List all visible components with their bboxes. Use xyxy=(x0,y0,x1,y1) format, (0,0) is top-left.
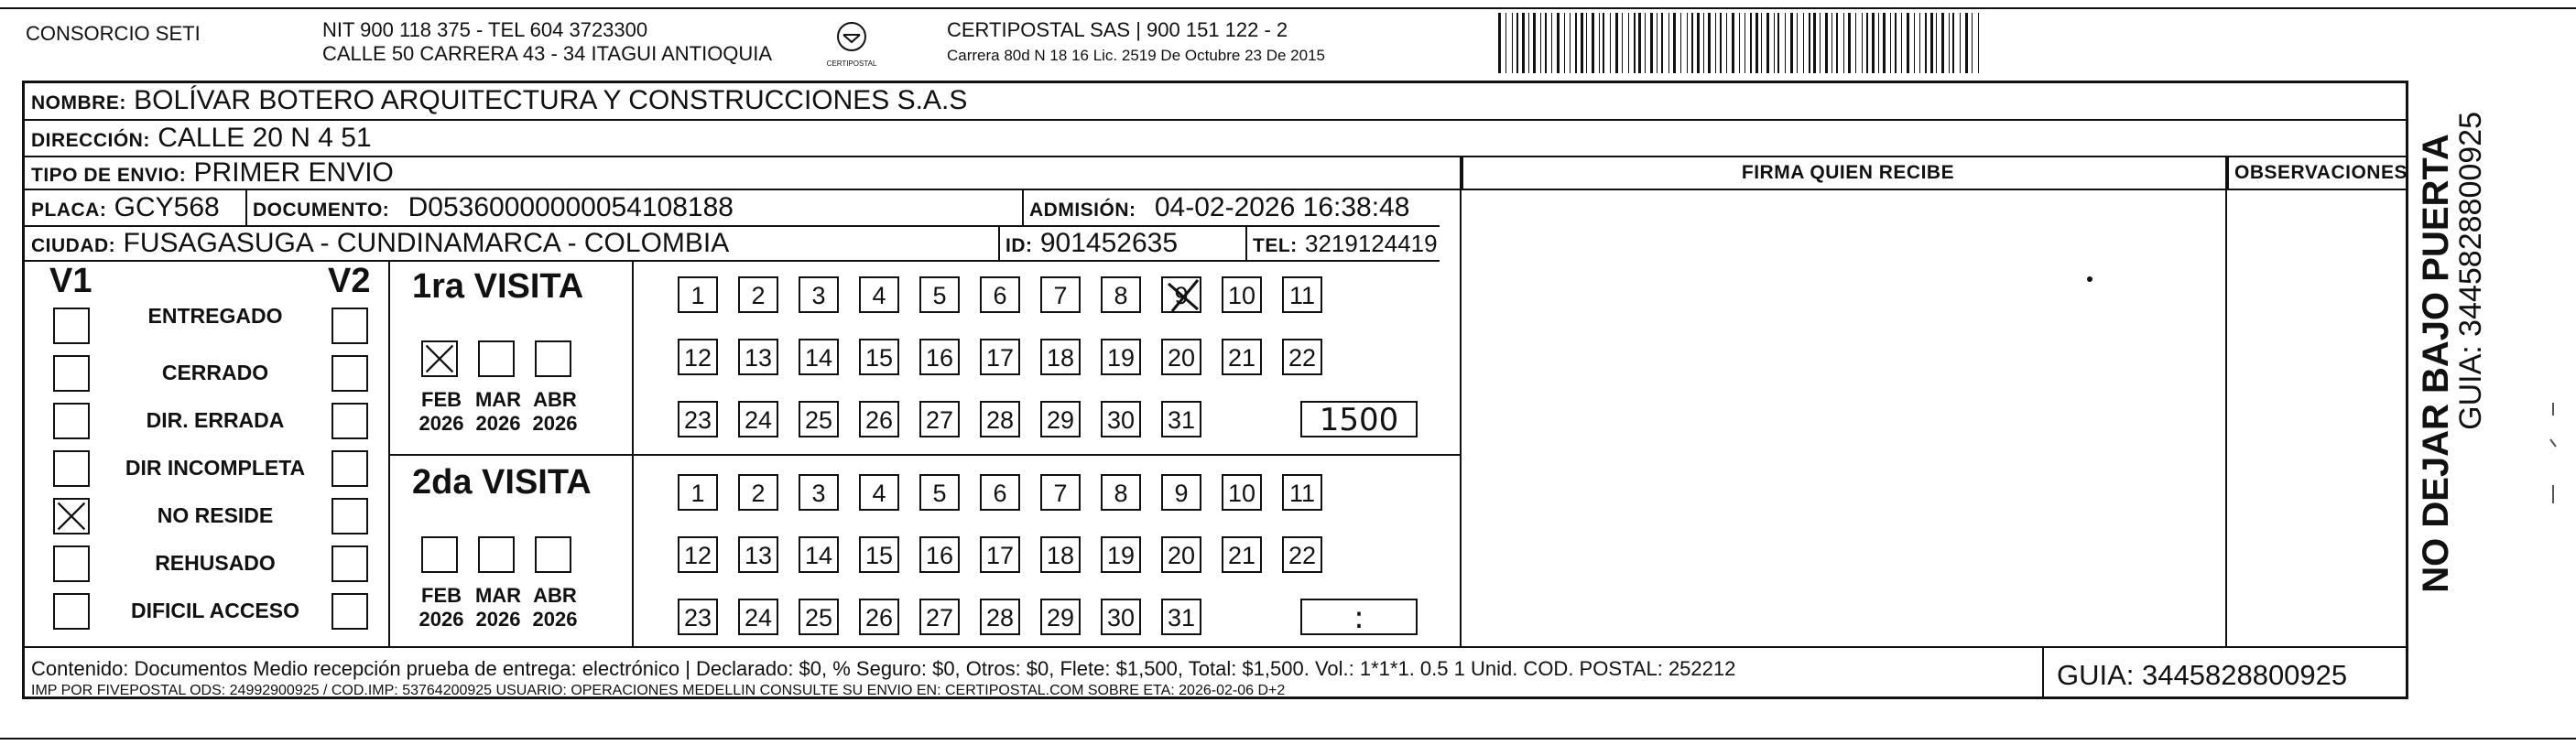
month-checkbox[interactable] xyxy=(535,340,571,377)
v2-label: V2 xyxy=(328,262,371,300)
day-box[interactable]: 10 xyxy=(1222,276,1262,313)
day-box[interactable]: 4 xyxy=(859,474,899,511)
day-box[interactable]: 12 xyxy=(678,536,718,573)
plate-label: PLACA: xyxy=(31,200,107,221)
footer-guide-divider xyxy=(2042,646,2044,699)
v1-checkbox[interactable] xyxy=(53,593,90,630)
name-row xyxy=(24,83,2408,121)
day-box[interactable]: 22 xyxy=(1282,536,1322,573)
month-checkbox[interactable] xyxy=(535,536,571,573)
day-box[interactable]: 2 xyxy=(738,276,778,313)
side-guide: GUIA: 3445828800925 xyxy=(2453,112,2488,430)
day-box[interactable]: 23 xyxy=(678,401,718,437)
day-box[interactable]: 20 xyxy=(1161,339,1201,375)
day-box[interactable]: 4 xyxy=(859,276,899,313)
day-box[interactable]: 14 xyxy=(799,536,839,573)
day-box[interactable]: 14 xyxy=(799,339,839,375)
day-box[interactable]: 6 xyxy=(980,474,1020,511)
month-checkbox[interactable] xyxy=(478,340,515,377)
day-box[interactable]: 18 xyxy=(1040,536,1081,573)
day-box[interactable]: 26 xyxy=(859,599,899,635)
admission-value: 04-02-2026 16:38:48 xyxy=(1154,192,1410,222)
day-box[interactable]: 12 xyxy=(678,339,718,375)
day-box[interactable]: 6 xyxy=(980,276,1020,313)
city-label: CIUDAD: xyxy=(31,235,116,256)
footer-content: Contenido: Documentos Medio recepción prueba de entrega: electrónico | Declarado: $0, % Seguro: $0, Otros: $0, Flete: $1,500, Total: $1,500. Vol.: 1*1*1. 0.5 1 Unid. COD. POSTAL: 252212 xyxy=(31,657,1736,680)
status-label: ENTREGADO xyxy=(147,304,283,328)
day-box[interactable]: 8 xyxy=(1101,474,1141,511)
day-box[interactable]: 11 xyxy=(1282,276,1322,313)
tel-cell xyxy=(1245,227,1438,260)
address-label: DIRECCIÓN: xyxy=(31,130,150,151)
day-box[interactable]: 19 xyxy=(1101,339,1141,375)
day-box[interactable]: 24 xyxy=(738,599,778,635)
day-box[interactable]: 26 xyxy=(859,401,899,437)
day-box[interactable]: 25 xyxy=(799,599,839,635)
plate-value: GCY568 xyxy=(114,192,220,222)
shipment-label: TIPO DE ENVIO: xyxy=(31,165,187,186)
v2-checkbox[interactable] xyxy=(332,545,368,582)
v1-checkbox[interactable] xyxy=(53,498,90,534)
margin-marks xyxy=(2548,403,2559,513)
day-box[interactable]: 31 xyxy=(1161,401,1201,437)
address-row xyxy=(24,121,2408,157)
recipient-address: CALLE 20 N 4 51 xyxy=(158,123,372,153)
day-box[interactable]: 27 xyxy=(919,599,960,635)
observations-column-divider xyxy=(2225,157,2227,646)
signature-column-divider xyxy=(1460,157,1462,646)
visit-time-box[interactable]: : xyxy=(1300,599,1418,635)
day-box[interactable]: 29 xyxy=(1040,401,1081,437)
city-value: FUSAGASUGA - CUNDINAMARCA - COLOMBIA xyxy=(123,228,730,258)
city-row xyxy=(24,227,1440,262)
document-label: DOCUMENTO: xyxy=(253,200,390,221)
side-text-area xyxy=(2416,75,2488,652)
day-box[interactable]: 9 xyxy=(1161,276,1201,313)
v2-checkbox[interactable] xyxy=(332,593,368,630)
day-box[interactable]: 10 xyxy=(1222,474,1262,511)
day-box[interactable]: 18 xyxy=(1040,339,1081,375)
status-label: REHUSADO xyxy=(155,551,276,575)
carrier-name: CERTIPOSTAL SAS | 900 151 122 - 2 xyxy=(947,18,1288,41)
id-value: 901452635 xyxy=(1039,228,1179,258)
status-label: NO RESIDE xyxy=(157,503,274,527)
month-checkbox[interactable] xyxy=(478,536,515,573)
footer-imp: IMP POR FIVEPOSTAL ODS: 24992900925 / COD.IMP: 53764200925 USUARIO: OPERACIONES MEDELLIN CONSULTE SU ENVIO EN: CERTIPOSTAL.COM SOBRE ETA: 2026-02-06 D+2 xyxy=(31,683,1286,698)
day-box[interactable]: 31 xyxy=(1161,599,1201,635)
day-box[interactable]: 22 xyxy=(1282,339,1322,375)
day-box[interactable]: 2 xyxy=(738,474,778,511)
ink-dot xyxy=(2087,276,2092,282)
certipostal-logo xyxy=(824,18,879,70)
bottom-rule xyxy=(0,738,2576,740)
month-label: ABR 2026 xyxy=(532,584,578,631)
day-box[interactable]: 27 xyxy=(919,401,960,437)
month-label: FEB 2026 xyxy=(418,584,464,631)
sender-nit: NIT 900 118 375 - TEL 604 3723300 xyxy=(322,18,648,41)
barcode xyxy=(1498,13,1984,73)
shipment-row xyxy=(24,157,2408,190)
sender-name: CONSORCIO SETI xyxy=(26,22,201,45)
carrier-license: Carrera 80d N 18 16 Lic. 2519 De Octubre 23 De 2015 xyxy=(947,47,1325,64)
tel-value: 3219124419 xyxy=(1305,230,1438,257)
v2-checkbox[interactable] xyxy=(332,308,368,344)
day-box[interactable]: 19 xyxy=(1101,536,1141,573)
v1-checkbox[interactable] xyxy=(53,308,90,344)
day-box[interactable]: 29 xyxy=(1040,599,1081,635)
day-box[interactable]: 28 xyxy=(980,401,1020,437)
month-label: MAR 2026 xyxy=(474,584,522,631)
day-box[interactable]: 3 xyxy=(799,474,839,511)
sender-address: CALLE 50 CARRERA 43 - 34 ITAGUI ANTIOQUIA xyxy=(322,42,773,65)
day-box[interactable]: 5 xyxy=(919,276,960,313)
v1-checkbox[interactable] xyxy=(53,450,90,487)
day-box[interactable]: 17 xyxy=(980,339,1020,375)
day-box[interactable]: 21 xyxy=(1222,339,1262,375)
day-box[interactable]: 1 xyxy=(678,474,718,511)
day-box[interactable]: 30 xyxy=(1101,401,1141,437)
v2-checkbox[interactable] xyxy=(332,355,368,392)
day-box[interactable]: 3 xyxy=(799,276,839,313)
admission-label: ADMISIÓN: xyxy=(1029,200,1136,221)
status-label: DIR INCOMPLETA xyxy=(125,456,306,480)
day-box[interactable]: 28 xyxy=(980,599,1020,635)
v2-checkbox[interactable] xyxy=(332,450,368,487)
side-warning: NO DEJAR BAJO PUERTA xyxy=(2416,134,2456,593)
recipient-name: BOLÍVAR BOTERO ARQUITECTURA Y CONSTRUCCIONES S.A.S xyxy=(134,85,968,115)
month-label: FEB 2026 xyxy=(418,388,464,435)
day-box[interactable]: 11 xyxy=(1282,474,1322,511)
day-box[interactable]: 15 xyxy=(859,536,899,573)
v1-checkbox[interactable] xyxy=(53,545,90,582)
day-box[interactable]: 23 xyxy=(678,599,718,635)
month-checkbox[interactable] xyxy=(421,536,458,573)
v2-checkbox[interactable] xyxy=(332,403,368,439)
day-box[interactable]: 13 xyxy=(738,536,778,573)
day-box[interactable]: 24 xyxy=(738,401,778,437)
name-label: NOMBRE: xyxy=(31,92,126,113)
v1-checkbox[interactable] xyxy=(53,403,90,439)
shipment-type: PRIMER ENVIO xyxy=(193,157,394,188)
day-box[interactable]: 1 xyxy=(678,276,718,313)
second-visit-title: 2da VISITA xyxy=(412,463,592,502)
observations-header: OBSERVACIONES xyxy=(2227,157,2408,189)
status-label: DIR. ERRADA xyxy=(146,408,285,432)
plate-row xyxy=(24,190,1440,227)
v1-checkbox[interactable] xyxy=(53,355,90,392)
day-box[interactable]: 30 xyxy=(1101,599,1141,635)
month-label: MAR 2026 xyxy=(474,388,522,435)
day-box[interactable]: 9 xyxy=(1161,474,1201,511)
id-label: ID: xyxy=(1005,235,1033,256)
v1-label: V1 xyxy=(49,262,92,300)
status-label: DIFICIL ACCESO xyxy=(130,599,299,622)
footer-divider xyxy=(24,646,2408,648)
day-box[interactable]: 5 xyxy=(919,474,960,511)
day-box[interactable]: 25 xyxy=(799,401,839,437)
day-box[interactable]: 13 xyxy=(738,339,778,375)
visit-time-box[interactable]: 1500 xyxy=(1300,401,1418,437)
first-visit-title: 1ra VISITA xyxy=(412,267,584,306)
day-box[interactable]: 16 xyxy=(919,536,960,573)
logo-text: CERTIPOSTAL xyxy=(826,59,877,68)
day-box[interactable]: 8 xyxy=(1101,276,1141,313)
day-box[interactable]: 7 xyxy=(1040,276,1081,313)
signature-header: FIRMA QUIEN RECIBE xyxy=(1462,157,2227,189)
day-box[interactable]: 20 xyxy=(1161,536,1201,573)
day-box[interactable]: 7 xyxy=(1040,474,1081,511)
tel-label: TEL: xyxy=(1253,235,1298,256)
admission-cell xyxy=(1022,190,1409,225)
document-value: D05360000000054108188 xyxy=(408,192,734,222)
top-rule xyxy=(0,7,2576,9)
day-box[interactable]: 17 xyxy=(980,536,1020,573)
month-checkbox[interactable] xyxy=(421,340,458,377)
id-cell xyxy=(998,227,1178,260)
month-label: ABR 2026 xyxy=(532,388,578,435)
v2-checkbox[interactable] xyxy=(332,498,368,534)
status-label: CERRADO xyxy=(161,361,269,384)
document-cell xyxy=(245,190,734,225)
visit-divider xyxy=(388,454,1460,456)
day-box[interactable]: 16 xyxy=(919,339,960,375)
day-box[interactable]: 15 xyxy=(859,339,899,375)
day-box[interactable]: 21 xyxy=(1222,536,1262,573)
footer-guide: GUIA: 3445828800925 xyxy=(2057,659,2348,691)
